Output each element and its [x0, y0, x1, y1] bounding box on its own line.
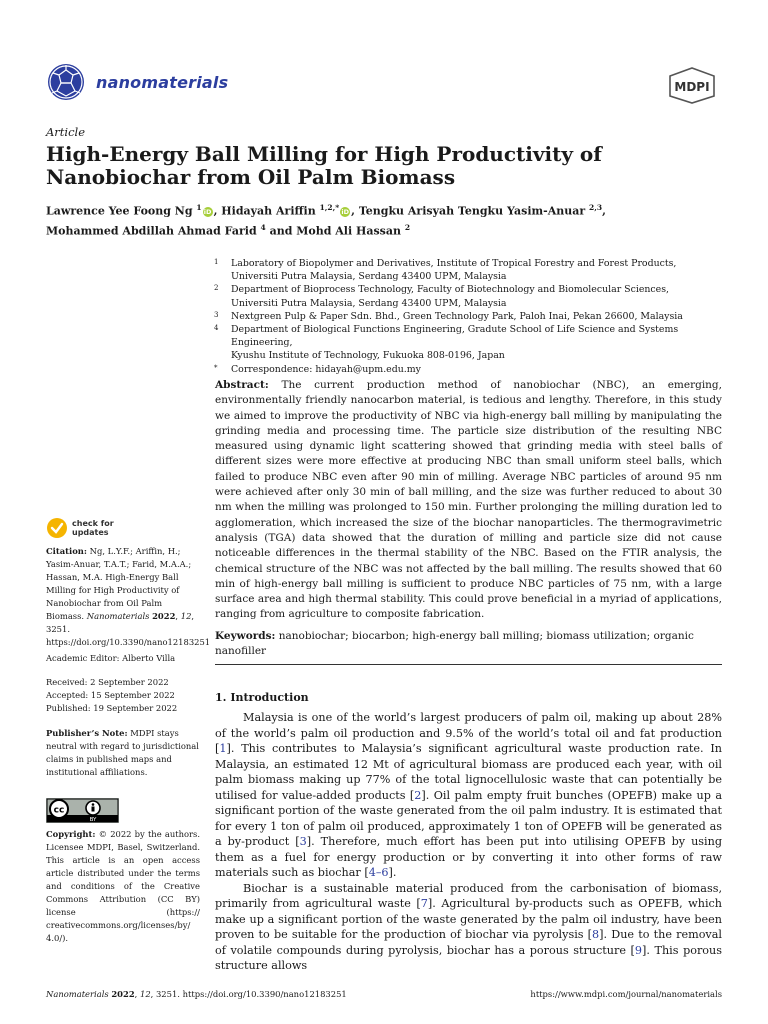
- affiliation-item: [214, 310, 734, 323]
- affiliation-line: Department of Bioprocess Technology, Faculty of Biotechnology and Biomolecular Sciences,: [231, 284, 670, 296]
- author-name[interactable]: Lawrence Yee Foong Ng: [46, 204, 193, 218]
- orcid-icon[interactable]: iD: [341, 207, 349, 216]
- introduction-body: [215, 710, 722, 974]
- publishers-note-text: MDPI stays neutral with regard to jurisdictional claims in published maps and institutional affiliations.: [46, 728, 199, 777]
- mdpi-logo-icon: [664, 66, 720, 104]
- keywords: [215, 629, 722, 659]
- affiliation-marker: *: [214, 363, 218, 372]
- author-separator: ,: [602, 204, 606, 218]
- keywords-text: nanobiochar; biocarbon; high-energy ball milling; biomass utilization; organic nanofiller: [215, 630, 694, 657]
- author-separator: and: [265, 224, 297, 238]
- mdpi-logo-text: MDPI: [674, 80, 710, 94]
- cc-badge-text: BY: [89, 817, 97, 823]
- citation-block: Citation: Ng, L.Y.F.; Ariffin, H.; Yasim-Anuar, T.A.T.; Farid, M.A.A.; Hassan, M.A. High-Energy Ball Milling for High Productivity of Nanobiochar from Oil Palm Biomass. Nanomaterials 2022, 12, 3251. https://doi.org/10.3390/nano12183251: [46, 546, 211, 647]
- citation-link[interactable]: 3: [299, 835, 307, 848]
- affiliation-marker: 4: [214, 324, 219, 333]
- journal-header: [46, 62, 228, 102]
- abstract: [215, 378, 722, 623]
- affiliation-line: Universiti Putra Malaysia, Serdang 43400 UPM, Malaysia: [231, 297, 507, 309]
- affiliation-marker: 3: [214, 310, 219, 319]
- introduction-heading: 1. Introduction: [215, 691, 309, 704]
- copyright-label: Copyright:: [46, 829, 96, 839]
- citation-link[interactable]: 9: [634, 943, 643, 957]
- orcid-icon[interactable]: iD: [203, 207, 212, 216]
- section-divider: [215, 664, 722, 665]
- publishers-note-label: Publisher’s Note:: [46, 728, 128, 738]
- affiliation-line: Department of Biological Functions Engineering, Gradute School of Life Science and Systems Engineering,: [231, 324, 679, 349]
- article-title: High-Energy Ball Milling for High Productivity of Nanobiochar from Oil Palm Biomass: [46, 142, 602, 189]
- keywords-label: Keywords:: [215, 630, 276, 642]
- affiliation-line: Laboratory of Biopolymer and Derivatives, Institute of Tropical Forestry and Forest Products,: [231, 258, 677, 269]
- check-for-updates-button[interactable]: [46, 517, 114, 539]
- footer-journal: Nanomaterials: [46, 989, 109, 999]
- affiliation-line: Nextgreen Pulp & Paper Sdn. Bhd., Green Technology Park, Paloh Inai, Pekan 26600, Malaysia: [231, 310, 683, 322]
- footer-citation: Nanomaterials 2022, 12, 3251. https://doi.org/10.3390/nano12183251: [46, 989, 347, 999]
- author-separator: ,: [213, 204, 222, 218]
- citation-link[interactable]: 1: [219, 742, 227, 755]
- affiliation-line: Correspondence: hidayah@upm.edu.my: [231, 363, 421, 375]
- svg-text:cc: cc: [53, 805, 65, 816]
- copyright-block: [46, 828, 200, 945]
- affiliations: [214, 257, 734, 376]
- copyright-text: © 2022 by the authors. Licensee MDPI, Basel, Switzerland. This article is an open access article distributed under the terms and conditions of the Creative Commons Attribution (CC BY) license (https:// creativecommons.org/licenses/by/ 4.0/).: [46, 829, 200, 943]
- body-paragraph: Biochar is a sustainable material produced from the carbonisation of biomass, primarily from agricultural waste [7]. Agricultural by-products such as OPEFB, which make up a significant portion of the waste generated by the palm oil industry, have been proven to be suitable for the production of biochar via pyrolysis [8]. Due to the removal of volatile compounds during pyrolysis, biochar has a porous structure [9]. This porous structure allows: [215, 881, 722, 972]
- author-separator: ,: [351, 204, 359, 218]
- author-affiliation-marker: 4: [260, 222, 266, 232]
- citation-link[interactable]: 8: [592, 928, 600, 941]
- citation-link[interactable]: 7: [420, 897, 428, 910]
- citation-link[interactable]: 2: [414, 788, 422, 802]
- published-date: Published: 19 September 2022: [46, 703, 178, 713]
- citation-volume: 12: [180, 611, 192, 621]
- dates-block: [46, 676, 200, 715]
- footer-year: 2022: [111, 989, 135, 999]
- citation-year: 2022: [152, 611, 176, 621]
- cc-by-license-badge[interactable]: [46, 798, 119, 823]
- abstract-text: The current production method of nanobiochar (NBC), an emerging, environmentally friendly nanocarbon material, is tedious and lengthy. Therefore, in this study we aimed to improve the productivity of NBC via high-energy ball milling by manipulating the grinding media and processing time. The particle size distribution of the resulting NBC measured using dynamic light scattering showed that grinding media with steel balls of different sizes were more effective at producing NBC than small uniform steel balls, which failed to produce NBC even after 90 min of milling. Average NBC particles of around 95 nm were achieved after only 30 min of ball milling, and the size was further reduced to about 30 nm when the milling was prolonged to 150 min. Further prolonging the milling duration led to agglomeration, which increased the size of the biochar nanoparticles. The thermogravimetric analysis (TGA) data showed that the duration of milling and particle size did not cause noticeable differences in the thermal stability of the NBC. Based on the FTIR analysis, the chemical structure of the NBC was not affected by the ball milling. The results showed that 60 min of high-energy ball milling is sufficient to produce NBC particles of 75 nm, with a large surface area and high thermal stability. This could prove beneficial in a myriad of applications, ranging from agriculture to composite fabrication.: [215, 379, 722, 621]
- affiliation-line: Universiti Putra Malaysia, Serdang 43400 UPM, Malaysia: [231, 271, 507, 283]
- check-updates-icon: [46, 517, 68, 539]
- footer-volume: 12: [139, 989, 151, 999]
- author-affiliation-marker: 1: [196, 203, 202, 212]
- citation-journal: Nanomaterials: [86, 611, 150, 621]
- affiliation-item: [214, 257, 734, 283]
- author-name[interactable]: Hidayah Ariffin: [221, 204, 316, 218]
- author-affiliation-marker: 2,3: [589, 203, 603, 212]
- author-name[interactable]: Mohammed Abdillah Ahmad Farid: [46, 224, 257, 238]
- academic-editor: Academic Editor: Alberto Villa: [46, 653, 176, 663]
- author-affiliation-marker: 1,2,*: [319, 203, 340, 212]
- accepted-date: Accepted: 15 September 2022: [46, 690, 175, 700]
- affiliation-marker: 1: [214, 258, 219, 266]
- citation-label: Citation:: [46, 546, 87, 556]
- check-updates-line2: updates: [72, 528, 109, 537]
- body-paragraph: Malaysia is one of the world’s largest producers of palm oil, making up about 28% of the world’s palm oil production and 9.5% of the world’s total oil and fat production [1]. This contributes to Malaysia’s significant agricultural waste production rate. In Malaysia, an estimated 12 Mt of agricultural biomass are produced each year, with oil palm biomass making up 77% of the total lignocellulosic waste that can potentially be utilised for value-added products [2]. Oil palm empty fruit bunches (OPEFB) make up a significant portion of the waste generated from the oil palm industry. It is estimated that for every 1 ton of palm oil produced, approximately 1 ton of OPEFB will be generated as a by-product [3]. Therefore, much effort has been put into utilising OPEFB by using them as a fuel for energy production or by converting it into other forms of raw materials such as biochar [4–6].: [215, 711, 722, 879]
- footer-journal-url[interactable]: https://www.mdpi.com/journal/nanomaterials: [530, 989, 722, 999]
- citation-pages[interactable]: , 3251. https://doi.org/10.3390/nano12183251: [46, 611, 211, 647]
- author-name[interactable]: Tengku Arisyah Tengku Yasim-Anuar: [358, 204, 586, 218]
- received-date: Received: 2 September 2022: [46, 677, 169, 687]
- journal-logo-icon: [46, 62, 86, 102]
- check-updates-line1: check for: [72, 519, 114, 528]
- author-affiliation-marker: 2: [404, 222, 411, 232]
- affiliation-marker: 2: [214, 284, 219, 293]
- author-list: [46, 200, 726, 239]
- footer-doi[interactable]: , 3251. https://doi.org/10.3390/nano12183251: [150, 989, 347, 999]
- author-name[interactable]: Mohd Ali Hassan: [296, 224, 402, 238]
- publishers-note: [46, 727, 200, 779]
- affiliation-item: [214, 323, 734, 363]
- journal-name[interactable]: nanomaterials: [96, 72, 229, 92]
- abstract-label: Abstract:: [215, 379, 269, 391]
- affiliation-item: [214, 283, 734, 309]
- affiliation-item: [214, 363, 734, 376]
- article-type: Article: [46, 125, 86, 139]
- citation-link[interactable]: 4–6: [368, 866, 389, 879]
- citation-text: Ng, L.Y.F.; Ariffin, H.; Yasim-Anuar, T.A.T.; Farid, M.A.A.; Hassan, M.A. High-Energy Ball Milling for High Productivity of Nanobiochar from Oil Palm Biomass.: [46, 546, 192, 621]
- affiliation-line: Kyushu Institute of Technology, Fukuoka 808-0196, Japan: [231, 350, 505, 362]
